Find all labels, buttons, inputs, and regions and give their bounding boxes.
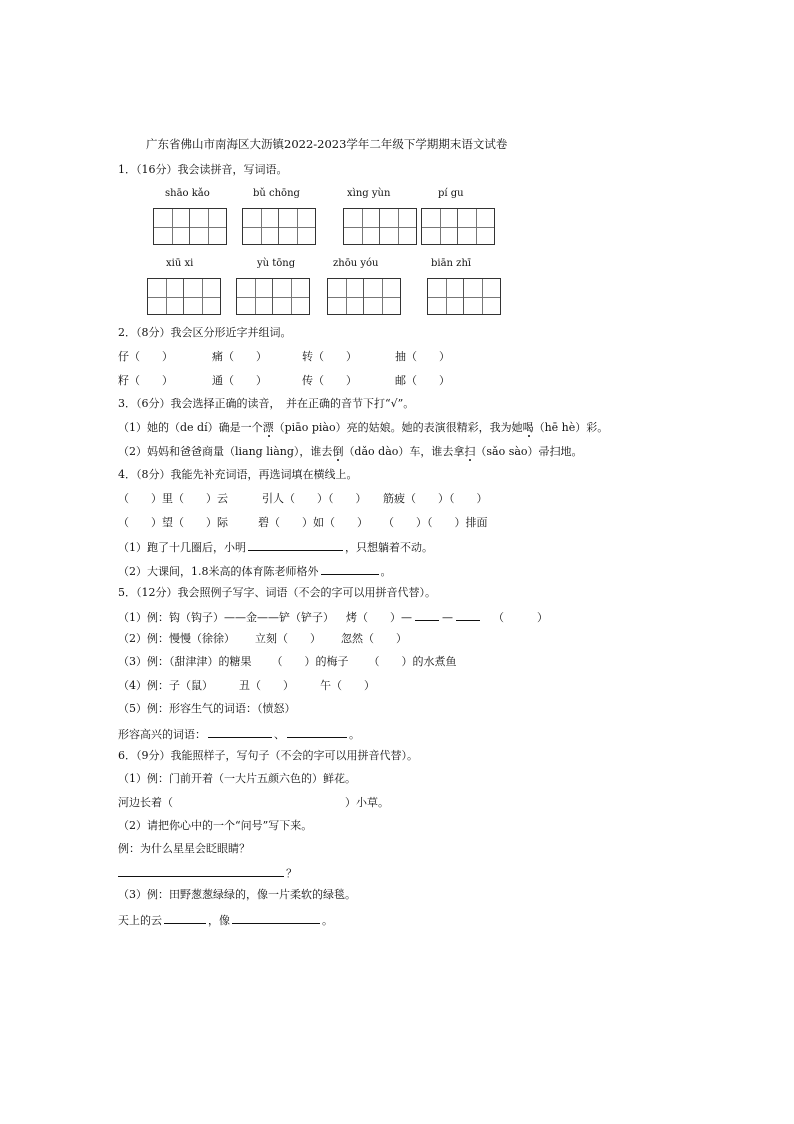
q5-row-3: （3）例：（甜津津）的糖果 （ ）的梅子 （ ）的水煮鱼: [118, 655, 457, 668]
answer-blank[interactable]: [415, 609, 439, 621]
q1-writing-grid-1[interactable]: [153, 208, 227, 245]
q5-row-1: （1）例：钩（钩子）——金——铲（铲子） 烤（ ）— — （ ）: [118, 611, 548, 624]
q5-row-4: （4）例：子（鼠） 丑（ ） 午（ ）: [118, 679, 375, 692]
emphasis-char: 喝: [522, 421, 534, 434]
q1-heading: 1．（16分）我会读拼音，写词语。: [118, 163, 288, 176]
q1-writing-grid-3[interactable]: [343, 208, 417, 245]
emphasis-char: 扫: [464, 445, 476, 458]
q6-heading: 6．（9分）我能照样子，写句子（不会的字可以用拼音代替）。: [118, 749, 418, 762]
q1-writing-grid-8[interactable]: [427, 278, 501, 315]
q2-item[interactable]: 传（ ）: [302, 374, 357, 387]
emphasis-char: 漂: [262, 421, 274, 434]
q1-writing-grid-2[interactable]: [242, 208, 316, 245]
q2-item[interactable]: 转（ ）: [302, 350, 357, 363]
q6-answer-1[interactable]: 河边长着（ ）小草。: [118, 796, 389, 809]
q4-idiom[interactable]: 筋疲（ ）（ ）: [383, 492, 488, 505]
q6-example-3: （3）例：田野葱葱绿绿的，像一片柔软的绿毯。: [118, 888, 356, 901]
q1-writing-grid-5[interactable]: [147, 278, 221, 315]
q4-heading: 4．（8分）我能先补充词语，再选词填在横线上。: [118, 468, 358, 481]
q5-row-6: 形容高兴的词语： 、 。: [118, 728, 360, 741]
q2-heading: 2．（8分）我会区分形近字并组词。: [118, 326, 292, 339]
q1-writing-grid-6[interactable]: [236, 278, 310, 315]
q1-pinyin-2: bǔ chōng: [253, 188, 300, 199]
emphasis-char: 倒: [332, 445, 344, 458]
q1-pinyin-8: biān zhī: [431, 258, 472, 269]
answer-blank[interactable]: [456, 609, 480, 621]
q6-example-2: 例：为什么星星会眨眼睛？: [118, 842, 250, 855]
q4-sentence-1: （1）跑了十几圈后，小明 ，只想躺着不动。: [118, 541, 433, 554]
q2-item[interactable]: 抽（ ）: [395, 350, 450, 363]
q2-item[interactable]: 仔（ ）: [118, 350, 173, 363]
q6-prompt-2: （2）请把你心中的一个“问号”写下来。: [118, 819, 313, 832]
answer-blank[interactable]: [287, 726, 347, 738]
answer-blank[interactable]: [208, 726, 272, 738]
q2-item[interactable]: 籽（ ）: [118, 374, 173, 387]
q4-idiom[interactable]: （ ）望（ ）际: [118, 516, 228, 529]
q3-sentence-1: （1）她的（de dí）确是一个漂（piāo piào）亮的姑娘。她的表演很精彩，我为她喝（hē hè）彩。: [118, 421, 609, 434]
q1-pinyin-6: yù tōng: [257, 258, 296, 269]
q4-idiom[interactable]: 引人（ ）（ ）: [262, 492, 367, 505]
q4-idiom[interactable]: （ ）里（ ）云: [118, 492, 228, 505]
q1-pinyin-5: xiū xi: [166, 258, 194, 269]
q3-heading: 3．（6分）我会选择正确的读音， 并在正确的音节下打“√”。: [118, 397, 415, 410]
q3-sentence-2: （2）妈妈和爸爸商量（liang liàng），谁去倒（dǎo dào）车，谁去拿扫（sǎo sào）帚扫地。: [118, 445, 583, 458]
q2-item[interactable]: 邮（ ）: [395, 374, 450, 387]
q4-idiom[interactable]: （ ）（ ）排面: [383, 516, 488, 529]
answer-blank[interactable]: [118, 865, 284, 877]
answer-blank[interactable]: [248, 539, 343, 551]
q1-writing-grid-7[interactable]: [327, 278, 401, 315]
q4-sentence-2: （2）大课间，1.8米高的体育陈老师格外 。: [118, 565, 392, 578]
answer-blank[interactable]: [232, 912, 320, 924]
q2-item[interactable]: 通（ ）: [212, 374, 267, 387]
q1-pinyin-3: xìng yùn: [347, 188, 391, 199]
q1-writing-grid-4[interactable]: [421, 208, 495, 245]
q5-row-5: （5）例：形容生气的词语：（愤怒）: [118, 702, 296, 715]
q6-answer-3: 天上的云 ，像 。: [118, 914, 333, 927]
q1-pinyin-1: shāo kǎo: [165, 188, 210, 199]
answer-blank[interactable]: [164, 912, 206, 924]
q2-item[interactable]: 痛（ ）: [212, 350, 267, 363]
answer-blank[interactable]: [321, 563, 379, 575]
q5-row-2: （2）例：慢慢（徐徐） 立刻（ ） 忽然（ ）: [118, 632, 407, 645]
q1-pinyin-4: pí gu: [438, 188, 464, 199]
q6-example-1: （1）例：门前开着（一大片五颜六色的）鲜花。: [118, 772, 356, 785]
page-title: 广东省佛山市南海区大沥镇2022-2023学年二年级下学期期末语文试卷: [146, 137, 508, 151]
q5-heading: 5．（12分）我会照例子写字、词语（不会的字可以用拼音代替）。: [118, 586, 436, 599]
q4-idiom[interactable]: 碧（ ）如（ ）: [258, 516, 368, 529]
q1-pinyin-7: zhōu yóu: [333, 258, 379, 269]
q6-answer-2: ？: [118, 865, 297, 881]
